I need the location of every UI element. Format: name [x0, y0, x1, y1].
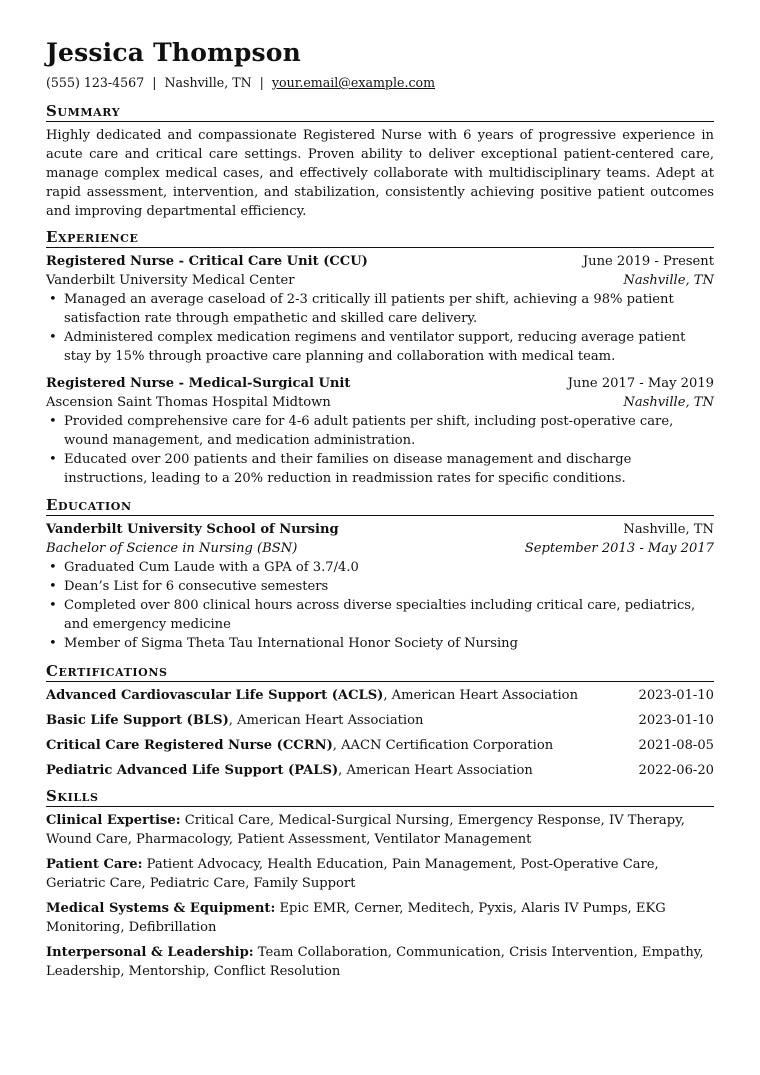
certification-issuer: , American Heart Association — [228, 713, 424, 728]
section-title-summary: Summary — [46, 102, 714, 122]
skills-section — [46, 787, 714, 981]
section-title-experience: Experience — [46, 228, 714, 248]
job-title: Registered Nurse - Medical-Surgical Unit — [46, 376, 351, 391]
job-title: Registered Nurse - Critical Care Unit (CCU) — [46, 254, 368, 269]
skill-group-text: Patient Advocacy, Health Education, Pain Management, Post-Operative Care, Geriatric Care, Pediatric Care, Family Support — [46, 857, 659, 891]
summary-section — [46, 102, 714, 221]
email-link[interactable]: your.email@example.com — [271, 75, 436, 90]
job-bullets — [46, 290, 714, 366]
skill-group-label: Patient Care: — [46, 857, 143, 872]
list-item: • Member of Sigma Theta Tau International Honor Society of Nursing — [46, 634, 714, 653]
education-section — [46, 496, 714, 653]
certification-row — [46, 711, 714, 730]
certification-row — [46, 736, 714, 755]
skill-group-label: Clinical Expertise: — [46, 813, 181, 828]
certification-date: 2023-01-10 — [638, 713, 714, 728]
certification-date: 2021-08-05 — [638, 738, 714, 753]
certification-name: Basic Life Support (BLS) — [46, 713, 229, 728]
employer: Ascension Saint Thomas Hospital Midtown — [46, 395, 331, 410]
certification-row — [46, 761, 714, 780]
skill-group — [46, 943, 714, 981]
employer: Vanderbilt University Medical Center — [46, 273, 295, 288]
list-item: • Graduated Cum Laude with a GPA of 3.7/4.0 — [46, 558, 714, 577]
education-dates: September 2013 - May 2017 — [524, 541, 714, 556]
summary-text: Highly dedicated and compassionate Registered Nurse with 6 years of progressive experience in acute care and critical care settings. Proven ability to deliver exceptional patient-centered care, manage complex medical cases, and effectively collaborate with multidisciplinary teams. Adept at rapid assessment, intervention, and stabilization, consistently achieving positive patient outcomes and improving departmental efficiency. — [46, 128, 714, 219]
certification-date: 2023-01-10 — [638, 688, 714, 703]
certifications-section — [46, 662, 714, 780]
list-item: • Provided comprehensive care for 4-6 adult patients per shift, including post-operative care, wound management, and medication administration. — [46, 412, 714, 450]
job-dates: June 2017 - May 2019 — [567, 376, 714, 391]
certification-date: 2022-06-20 — [638, 763, 714, 778]
list-item: • Managed an average caseload of 2-3 critically ill patients per shift, achieving a 98% patient satisfaction rate through empathetic and skilled care delivery. — [46, 290, 714, 328]
degree: Bachelor of Science in Nursing (BSN) — [46, 541, 298, 556]
education-bullets — [46, 558, 714, 653]
skill-group-text: Epic EMR, Cerner, Meditech, Pyxis, Alaris IV Pumps, EKG Monitoring, Defibrillation — [46, 901, 666, 935]
job-dates: June 2019 - Present — [582, 254, 714, 269]
job-location: Nashville, TN — [623, 273, 714, 288]
school-location: Nashville, TN — [623, 522, 714, 537]
section-title-skills: Skills — [46, 787, 714, 807]
contact-line — [46, 74, 714, 92]
contact-separator: | — [152, 75, 157, 90]
list-item: • Dean’s List for 6 consecutive semesters — [46, 577, 714, 596]
skill-group-text: Team Collaboration, Communication, Crisis Intervention, Empathy, Leadership, Mentorship, Conflict Resolution — [46, 945, 704, 979]
skill-group — [46, 899, 714, 937]
certification-issuer: , American Heart Association — [338, 763, 533, 778]
section-title-education: Education — [46, 496, 714, 516]
location: Nashville, TN — [164, 75, 252, 90]
certification-name: Critical Care Registered Nurse (CCRN) — [46, 738, 333, 753]
phone-number: (555) 123-4567 — [46, 75, 145, 90]
section-title-certifications: Certifications — [46, 662, 714, 682]
list-item: • Administered complex medication regimens and ventilator support, reducing average patient stay by 15% through proactive care planning and collaboration with medical team. — [46, 328, 714, 366]
skill-group-label: Medical Systems & Equipment: — [46, 901, 276, 916]
experience-entry — [46, 374, 714, 488]
job-location: Nashville, TN — [623, 395, 714, 410]
certification-row — [46, 686, 714, 705]
certification-name: Advanced Cardiovascular Life Support (ACLS) — [46, 688, 384, 703]
experience-entry — [46, 252, 714, 366]
job-bullets — [46, 412, 714, 488]
certification-issuer: , American Heart Association — [383, 688, 578, 703]
skill-group-text: Critical Care, Medical-Surgical Nursing, Emergency Response, IV Therapy, Wound Care, Pharmacology, Patient Assessment, Ventilator Management — [46, 813, 685, 847]
skill-group — [46, 855, 714, 893]
skill-group-label: Interpersonal & Leadership: — [46, 945, 254, 960]
experience-section — [46, 228, 714, 488]
certification-issuer: , AACN Certification Corporation — [332, 738, 554, 753]
candidate-name: Jessica Thompson — [46, 38, 302, 67]
list-item: • Educated over 200 patients and their families on disease management and discharge instructions, leading to a 20% reduction in readmission rates for specific conditions. — [46, 450, 714, 488]
list-item: • Completed over 800 clinical hours across diverse specialties including critical care, pediatrics, and emergency medicine — [46, 596, 714, 634]
school-name: Vanderbilt University School of Nursing — [46, 522, 339, 537]
skill-group — [46, 811, 714, 849]
certification-name: Pediatric Advanced Life Support (PALS) — [46, 763, 339, 778]
contact-separator: | — [259, 75, 264, 90]
